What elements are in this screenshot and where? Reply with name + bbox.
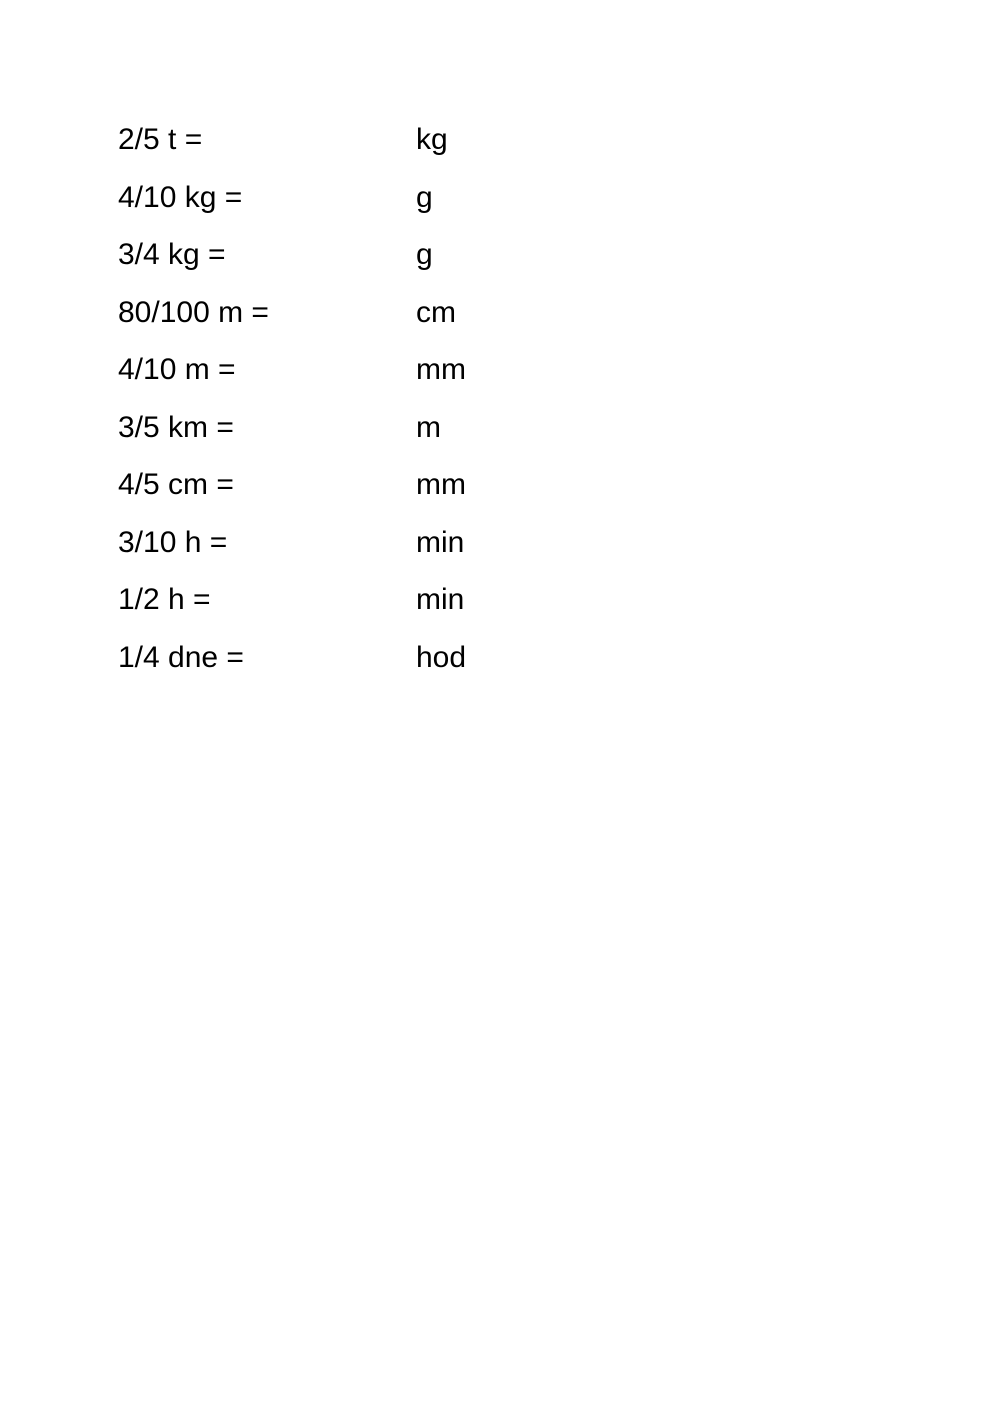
exercise-row: [118, 345, 818, 403]
exercise-unit: m: [416, 410, 441, 444]
exercise-row: [118, 633, 818, 691]
exercise-unit: mm: [416, 468, 466, 501]
exercise-unit: g: [416, 238, 433, 271]
exercise-expression: 1/4 dne =: [118, 640, 244, 674]
exercise-expression: 3/5 km =: [118, 410, 234, 444]
exercise-unit: min: [416, 583, 465, 616]
exercise-row: [118, 230, 818, 288]
exercise-expression: 2/5 t =: [118, 123, 203, 156]
exercise-unit: mm: [416, 353, 466, 386]
exercise-row: [118, 173, 818, 231]
exercise-expression: 80/100 m =: [118, 295, 269, 329]
exercise-row: [118, 460, 818, 518]
exercise-row: [118, 288, 818, 346]
exercise-expression: 4/10 kg =: [118, 180, 243, 214]
exercise-list: [118, 115, 818, 690]
exercise-row: [118, 403, 818, 461]
exercise-expression: 4/5 cm =: [118, 468, 234, 501]
exercise-expression: 4/10 m =: [118, 353, 236, 386]
exercise-expression: 3/4 kg =: [118, 238, 226, 271]
exercise-row: [118, 575, 818, 633]
exercise-row: [118, 115, 818, 173]
exercise-unit: hod: [416, 640, 467, 674]
exercise-unit: kg: [416, 123, 448, 156]
exercise-expression: 3/10 h =: [118, 525, 228, 559]
exercise-row: [118, 518, 818, 576]
exercise-unit: cm: [416, 295, 456, 329]
exercise-unit: g: [416, 180, 433, 214]
exercise-unit: min: [416, 525, 465, 559]
exercise-expression: 1/2 h =: [118, 583, 211, 616]
